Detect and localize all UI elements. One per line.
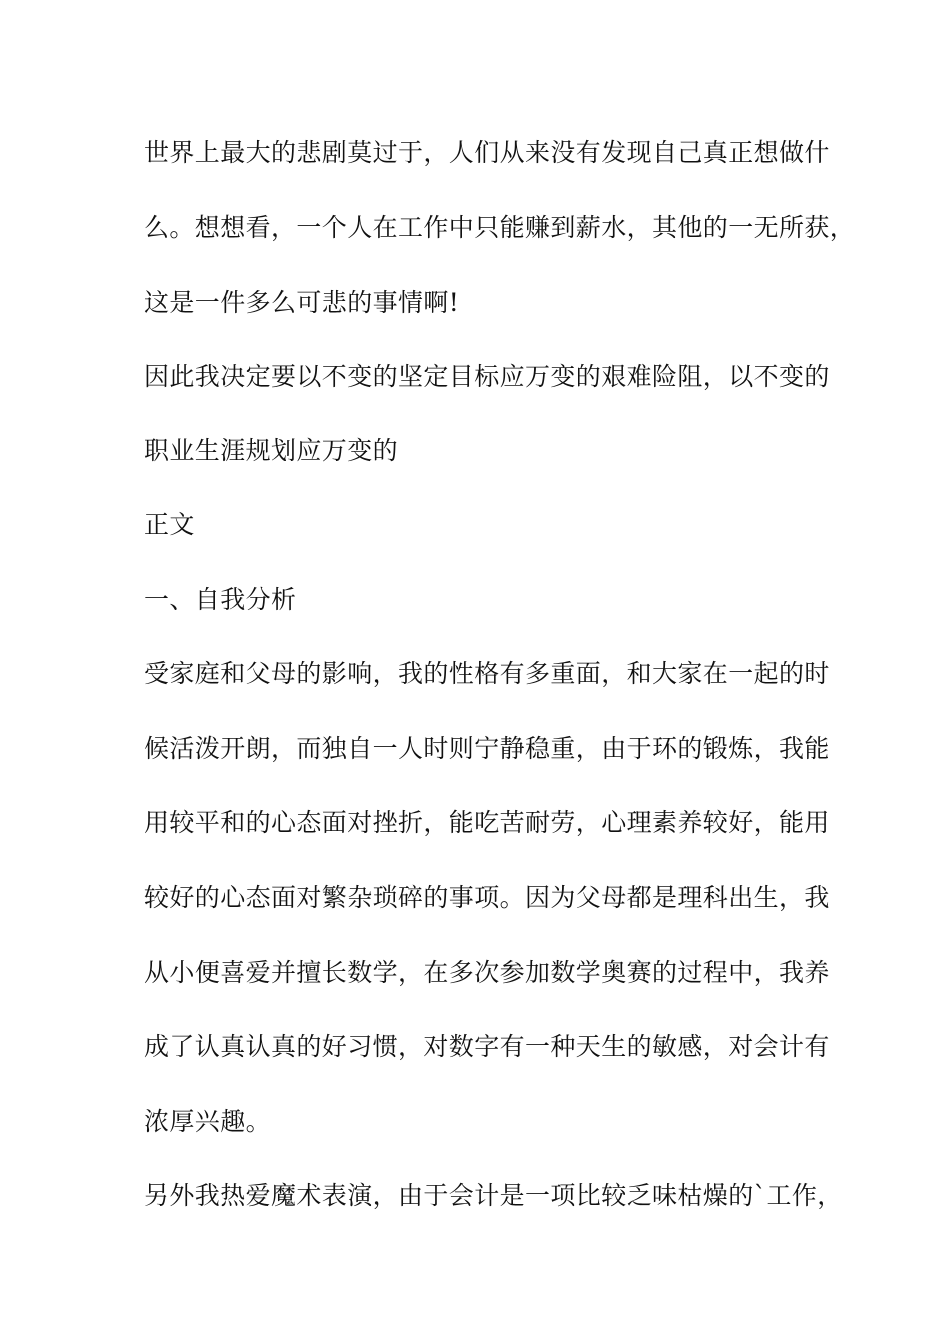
paragraph-line: 较好的心态面对繁杂琐碎的事项。因为父母都是理科出生，我 [144, 883, 830, 912]
section-heading: 正文 [144, 510, 195, 539]
paragraph-line: 么。想想看，一个人在工作中只能赚到薪水，其他的一无所获， [144, 213, 856, 242]
paragraph-line: 成了认真认真的好习惯，对数字有一种天生的敏感，对会计有 [144, 1032, 830, 1061]
section-heading: 一、自我分析 [144, 585, 297, 614]
paragraph-line: 从小便喜爱并擅长数学，在多次参加数学奥赛的过程中，我养 [144, 958, 830, 987]
paragraph-line: 世界上最大的悲剧莫过于，人们从来没有发现自己真正想做什 [144, 138, 830, 167]
paragraph-line: 因此我决定要以不变的坚定目标应万变的艰难险阻，以不变的 [144, 362, 830, 391]
paragraph-line: 另外我热爱魔术表演，由于会计是一项比较乏味枯燥的`工作， [144, 1181, 843, 1210]
paragraph-line: 职业生涯规划应万变的 [144, 436, 399, 465]
paragraph-line: 用较平和的心态面对挫折，能吃苦耐劳，心理素养较好，能用 [144, 808, 830, 837]
paragraph-line: 受家庭和父母的影响，我的性格有多重面，和大家在一起的时 [144, 659, 830, 688]
paragraph-line: 这是一件多么可悲的事情啊! [144, 288, 460, 317]
paragraph-line: 浓厚兴趣。 [144, 1107, 272, 1136]
paragraph-line: 候活泼开朗，而独自一人时则宁静稳重，由于环的锻炼，我能 [144, 734, 830, 763]
